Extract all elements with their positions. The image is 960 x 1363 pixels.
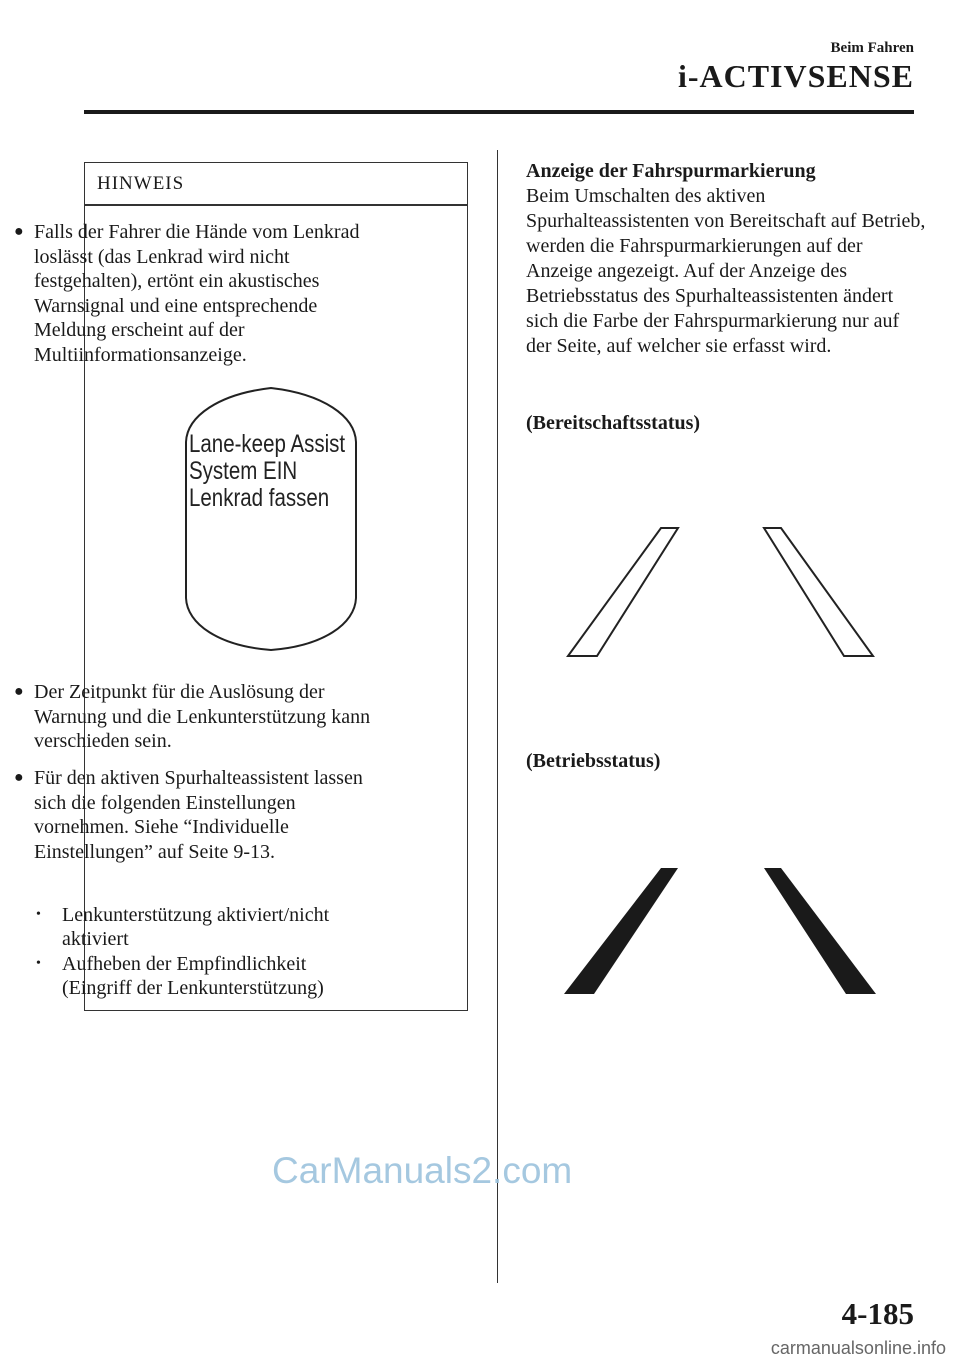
display-line-3: Lenkrad fassen [189,484,330,512]
note-bullet-2 [12,680,374,754]
note-bullet-3 [12,766,374,864]
note-bullet-text: Falls der Fahrer die Hände vom Lenkrad loslässt (das Lenkrad wird nicht festgehalten), ertönt ein akustisches Warnsignal und eine entsprechende Meldung erscheint auf der Multiinformationsanzeige. [34,221,360,366]
standby-lane-markings-graphic [560,520,880,660]
standby-status-label: (Bereitschaftsstatus) [526,412,701,434]
lane-marking-paragraph: Beim Umschalten des aktiven Spurhalteassistenten von Bereitschaft auf Betrieb, werden die Fahrspurmarkierungen auf der Anzeige angezeigt. Auf der Anzeige des Betriebsstatus des Spurhalteassistenten ändert sich die Farbe der Fahrspurmarkierung nur auf der Seite, auf welcher sie erfasst wird. [526,185,926,357]
right-lane-marking-outline [764,528,873,656]
note-rule [85,204,467,206]
watermark: CarManuals2.com [272,1150,573,1191]
left-lane-marking-outline [568,528,678,656]
note-sub-bullet-text: Lenkunterstützung aktiviert/nicht aktiviert [62,904,330,950]
multi-info-display-graphic [183,386,359,652]
note-bullet-text: Der Zeitpunkt für die Auslösung der Warnung und die Lenkunterstützung kann verschieden sein. [34,681,371,753]
note-title: HINWEIS [97,173,185,194]
sub-bullet-dot-icon: • [36,907,41,922]
note-sub-bullet-text: Aufheben der Empfindlichkeit (Eingriff der Lenkunterstützung) [62,953,324,999]
bullet-dot-icon: ● [14,683,24,700]
note-bullet-text: Für den aktiven Spurhalteassistent lassen sich die folgenden Einstellungen vornehmen. Siehe “Individuelle Einstellungen” auf Seite 9-13. [34,767,363,863]
operating-lane-markings-graphic [560,862,880,1002]
section-header: Beim Fahren [830,40,914,56]
right-lane-marking-filled [764,868,876,994]
sub-bullet-dot-icon: • [36,956,41,971]
left-lane-marking-filled [564,868,678,994]
note-sub-bullet-2 [28,952,374,1000]
note-bullet-1 [12,220,374,368]
column-divider [497,150,498,1283]
bullet-dot-icon: ● [14,223,24,240]
chapter-title: i-ACTIVSENSE [677,58,914,94]
note-sub-bullet-1 [28,903,374,951]
page-number: 4-185 [841,1296,914,1331]
operating-status-label: (Betriebsstatus) [526,750,661,772]
display-line-1: Lane-keep Assist [189,430,346,458]
bullet-dot-icon: ● [14,769,24,786]
display-line-2: System EIN [189,457,298,485]
header-rule [84,110,914,114]
footer-site-link[interactable]: carmanualsonline.info [770,1338,946,1358]
lane-marking-heading: Anzeige der Fahrspurmarkierung [526,160,816,182]
